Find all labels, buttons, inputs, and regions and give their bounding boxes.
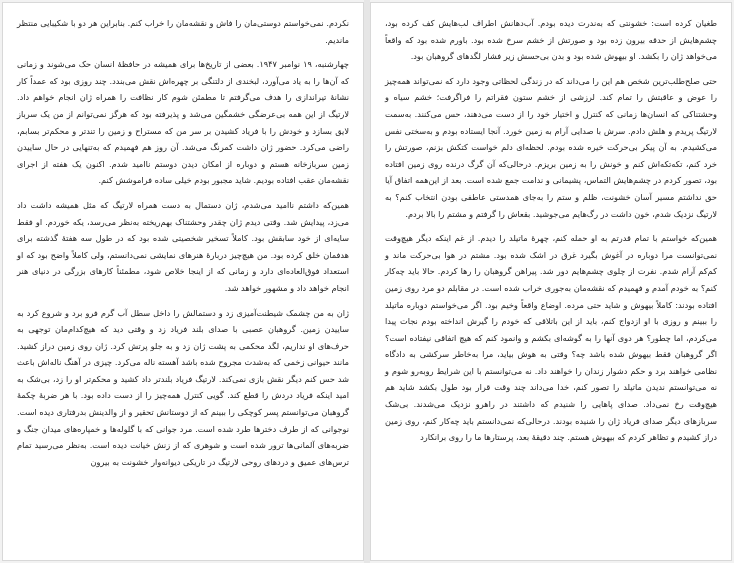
paragraph: ژان به من چشمک شیطنت‌آمیزی زد و دستمالش را داخل سطل آب گرم فرو برد و شروع کرد به ساییدن زمین. گروهبان عصبی با صدای بلند فریاد زد و وقتی دید که هیچ‌کدام‌مان توجهی به حرف‌های او نداریم، لگد محکمی به پشت ژان زد و به جلو پرتش کرد. ژان روی زمین دراز کشید. مانند حیوانی زخمی که به‌شدت مجروح شده باشد آهسته ناله می‌کرد. چیزی در آهنگ ناله‌اش باعث شد حس کنم دیگر نقش بازی نمی‌کند. لارتیگ فریاد بلندتر داد کشید و محکم‌تر او را زد، بی‌شک به امید اینکه فریاد دردش را قطع کند. گویی کنترل همه‌چیز را از دست داده بود. با هر ضربهٔ چکمهٔ گروهبان می‌توانستم پسر کوچکی را ببینم که از دوستانش تحقیر و از والدینش بدرفتاری دیده است. نوجوانی که از طرف دخترها طرد شده است. مرد جوانی که با گلوله‌ها و خمپاره‌های میدان جنگ و ضربه‌های آلمانی‌ها ترور شده است و شوهری که از زنش خیانت دیده است. به‌نظر می‌رسید تمام ترس‌های عمیق و دردهای روحی لارتیگ در تاریکی دیوانه‌وار خشونت به بیرون xyxy=(16,307,349,467)
paragraph: همین‌که خواستم با تمام قدرتم به او حمله کنم، چهرهٔ ماتیلد را دیدم. از غم اینکه دیگر هیچ‌وقت نمی‌توانست مرا دوباره در آغوش بگیرد غرق در اشک شده بود. مشتم در هوا بی‌حرکت ماند و کم‌کم آرام شدم. نفرت از چلوی چشم‌هایم دور شد. پیراهن گروهبان را رها کردم. حالا باید چه‌کار کنم؟ به خودم آمدم و فهمیدم که نقشه‌مان به‌جوری خراب شده است. در مقابلم دو مرد روی زمین افتاده بودند: کاملاً بیهوش و شاید حتی مرده. اوضاع واقعاً وخیم بود. اگر می‌خواستم دوباره ماتیلد را ببینم و روزی با او ازدواج کنم، باید از این باتلاقی که خودم را گیرش انداخته بودم نجات پیدا می‌کردم، اما چطور؟ هر دوی آنها را به گوشه‌ای بکشم و وانمود کنم که هیچ اتفاقی نیفتاده است؟ اگر گروهبان فقط بیهوش شده باشد چه؟ وقتی به هوش بیاید، مرا به‌خاطر سرکشی به دادگاه نظامی خواهند برد و حکم دشوار زندان را خواهند داد. نه می‌توانستم با این شرایط روبه‌رو شوم و نه می‌توانستم ندیدن ماتیلد را تصور کنم، خدا می‌داند چند وقت قرار بود طول بکشد شاید هم هیچ‌وقت رخ نمی‌داد. صدای پاهایی را شنیدم که داشتند در راهرو نزدیک می‌شدند. بی‌شک سربازهای دیگر صدای فریاد ژان را شنیده بودند. درحالی‌که نمی‌دانستم باید چه‌کار کنم، روی زمین دراز کشیدم و تظاهر کردم که بیهوش هستم. چند دقیقهٔ بعد، پرستارها ما را روی برانکارد xyxy=(385,233,717,443)
right-page xyxy=(370,2,732,561)
left-page xyxy=(2,2,364,561)
paragraph: همین‌که داشتم ناامید می‌شدم، ژان دستمال به دست همراه لارتیگ که مثل همیشه داشت داد می‌زد، پیدایش شد. وقتی دیدم ژان چقدر وحشتناک بهم‌ریخته به‌نظر می‌رسد، یکه خوردم. او فقط سایه‌ای از خود سابقش بود. کاملاً تسخیر شخصیتی شده بود که در طول سه هفتهٔ گذشته برای هدفمان خلق کرده بود. من هیچ‌چیز دربارهٔ هنرهای نمایشی نمی‌دانستم، ولی کاملاً واضح بود که او استعداد فوق‌العاده‌ای دارد و زمانی که از اینجا خلاص شود، مطمئناً کارهای بزرگی در دنیای هنر انجام خواهد داد و مشهور خواهد شد. xyxy=(17,199,349,293)
paragraph: چهارشنبه، ۱۹ نوامبر ۱۹۴۷. بعضی از تاریخ‌ها برای همیشه در حافظهٔ انسان حک می‌شوند و زمانی که آن‌ها را به یاد می‌آورد، لبخندی از دلتنگی بر چهره‌اش نقش می‌بندد. چند روزی بود که عمداً کار نشانهٔ تیراندازی را هدف می‌گرفتم تا مطمئن شوم کار نظافت را همراه ژان انجام خواهم داد. لارتیگ از این همه بی‌عرضگی خشمگین می‌شد و پذیرفته بود که هرگز نمی‌توانم از من یک سرباز لایق بسازد و خودش را با فریاد کشیدن بر سر من که مستراح و زمین را تندتر و محکم‌تر بسابم، راضی می‌کرد. حضور ژان داشت کمرنگ می‌شد. آن روز هم فهمیدم که به‌تنهایی در حال ساییدن زمین سربازخانه هستم و دوباره از امکان دیدن دوستم ناامید شدم. اکنون یک هفته از اجرای نقشه‌مان عقب افتاده بودیم. شاید مجبور بودم خیلی ساده فراموشش کنم. xyxy=(17,59,349,186)
paragraph: حتی صلح‌طلب‌ترین شخص هم این را می‌داند که در زندگی لحظاتی وجود دارد که نمی‌تواند همه‌چیز را عوض و عاقبتش را تمام کند. لرزشی از خشم ستون فقراتم را فراگرفت؛ خشم سیاه و وحشتناکی که انسان‌ها زمانی که کنترل و اختیار خود را از دست می‌دهند، حس می‌کنند. به‌سمت لارتیگ پریدم و هلش دادم. سرش با صدایی آرام به زمین خورد. آنجا ایستاده بودم و به‌سختی نفس می‌کشیدم. به آن پیکر بی‌حرکت خیره شده بودم. لحظه‌ای دلم خواست کتکش بزنم، صورتش را خرد کنم، تکه‌تکه‌اش کنم و خونش را به زمین بریزم. درحالی‌که آن گرگ درنده روی زمین افتاده بود، تصور کردم در چشم‌هایش التماس، پشیمانی و ندامت جمع شده است. بعد از این‌همه اتفاق آیا حق نداشتم مسیر آسان خشونت، ظلم و ستم را به‌جای همدستی عاطفی بودن انتخاب کنم؟ به لارتیگ نزدیک شدم، خون داشت در رگ‌هایم می‌جوشید. بقعاش را گرفتم و مشتم را بالا بردم. xyxy=(385,75,717,219)
paragraph: طغیان کرده است: خشونتی که به‌ندرت دیده بودم. آب‌دهانش اطراف لب‌هایش کف کرده بود، چشم‌هایش از حدقه بیرون زده بود و صورتش از خشم سرخ شده بود. باورم شده بود که واقعاً می‌خواهد ژان را بکشد. او بیهوش شده بود و بدن بی‌حسش زیر فشار لگدهای گروهبان بود. xyxy=(385,18,717,62)
paragraph: نکردم. نمی‌خواستم دوستی‌مان را فاش و نقشه‌مان را خراب کنم. بنابراین هر دو با شکیبایی منتظر ماندیم. xyxy=(17,18,349,45)
